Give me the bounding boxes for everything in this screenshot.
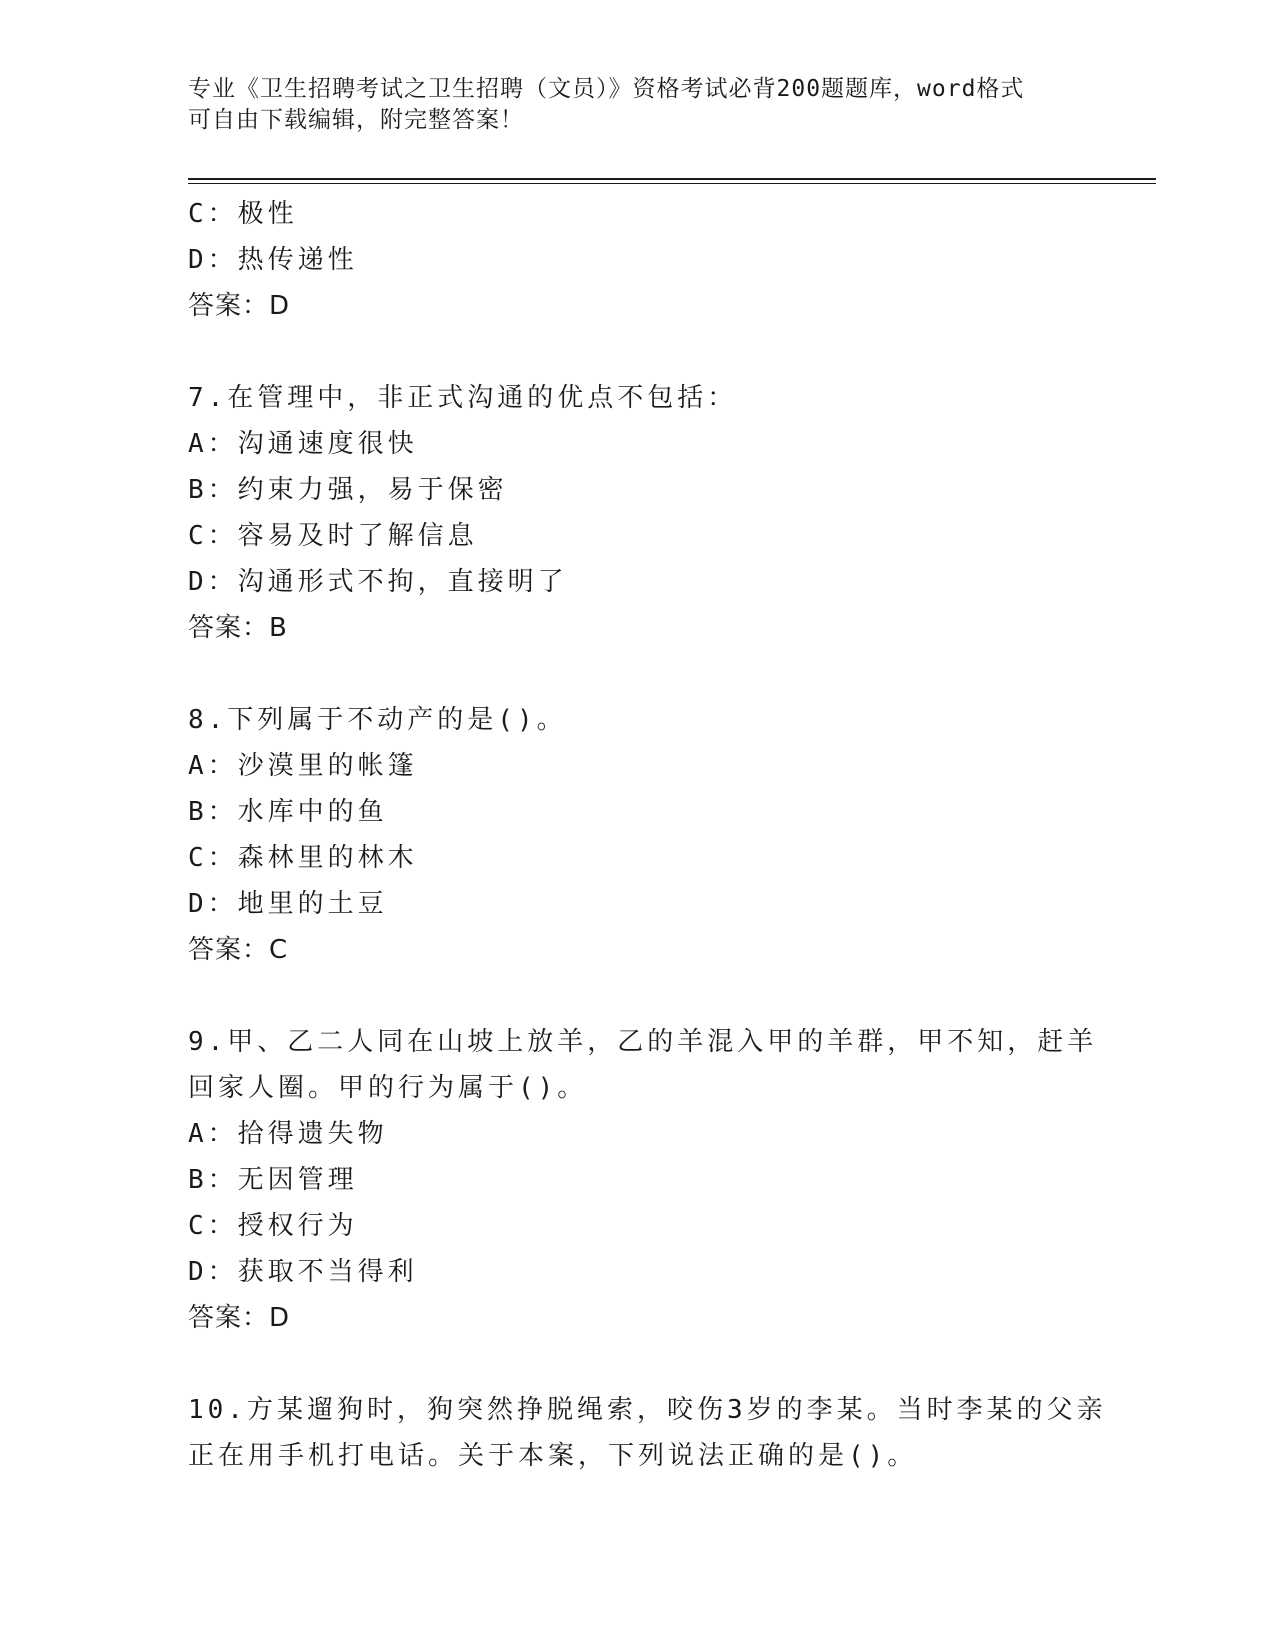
question-text-line-2: 正在用手机打电话。关于本案，下列说法正确的是()。 <box>188 1441 918 1471</box>
option-d: D：获取不当得利 <box>188 1257 418 1287</box>
question-9 <box>188 1019 1098 1341</box>
answer-line: 答案：D <box>188 291 291 321</box>
question-7 <box>188 375 1088 651</box>
header-divider-thick <box>188 178 1156 180</box>
document-body <box>188 191 1107 1479</box>
option-a: A：沙漠里的帐篷 <box>188 751 418 781</box>
option-d: D：地里的土豆 <box>188 889 388 919</box>
question-text-line-2: 回家人圈。甲的行为属于()。 <box>188 1073 588 1103</box>
option-c: C：森林里的林木 <box>188 843 418 873</box>
option-d: D：沟通形式不拘，直接明了 <box>188 567 568 597</box>
question-text-line-1: 9.甲、乙二人同在山坡上放羊，乙的羊混入甲的羊群，甲不知，赶羊 <box>188 1027 1098 1057</box>
header-divider-thin <box>188 183 1156 184</box>
answer-line: 答案：B <box>188 613 288 643</box>
option-b: B：水库中的鱼 <box>188 797 388 827</box>
question-text: 8.下列属于不动产的是()。 <box>188 705 567 735</box>
question-10 <box>188 1387 1107 1479</box>
option-c: C：容易及时了解信息 <box>188 521 478 551</box>
answer-line: 答案：C <box>188 935 289 965</box>
option-b: B：无因管理 <box>188 1165 358 1195</box>
header-title-line-2: 可自由下载编辑，附完整答案！ <box>188 107 524 133</box>
question-text-line-1: 10.方某遛狗时，狗突然挣脱绳索，咬伤3岁的李某。当时李某的父亲 <box>188 1395 1107 1425</box>
question-text: 7.在管理中，非正式沟通的优点不包括： <box>188 383 738 413</box>
question-6-continued <box>188 191 1088 329</box>
option-a: A：拾得遗失物 <box>188 1119 388 1149</box>
question-8 <box>188 697 1088 973</box>
option-d: D：热传递性 <box>188 245 358 275</box>
document-header <box>188 74 1068 136</box>
option-c: C：授权行为 <box>188 1211 358 1241</box>
option-a: A：沟通速度很快 <box>188 429 418 459</box>
header-title-line-1: 专业《卫生招聘考试之卫生招聘（文员）》资格考试必背200题题库，word格式 <box>188 76 1025 102</box>
option-c: C：极性 <box>188 199 298 229</box>
option-b: B：约束力强，易于保密 <box>188 475 508 505</box>
answer-line: 答案：D <box>188 1303 291 1333</box>
